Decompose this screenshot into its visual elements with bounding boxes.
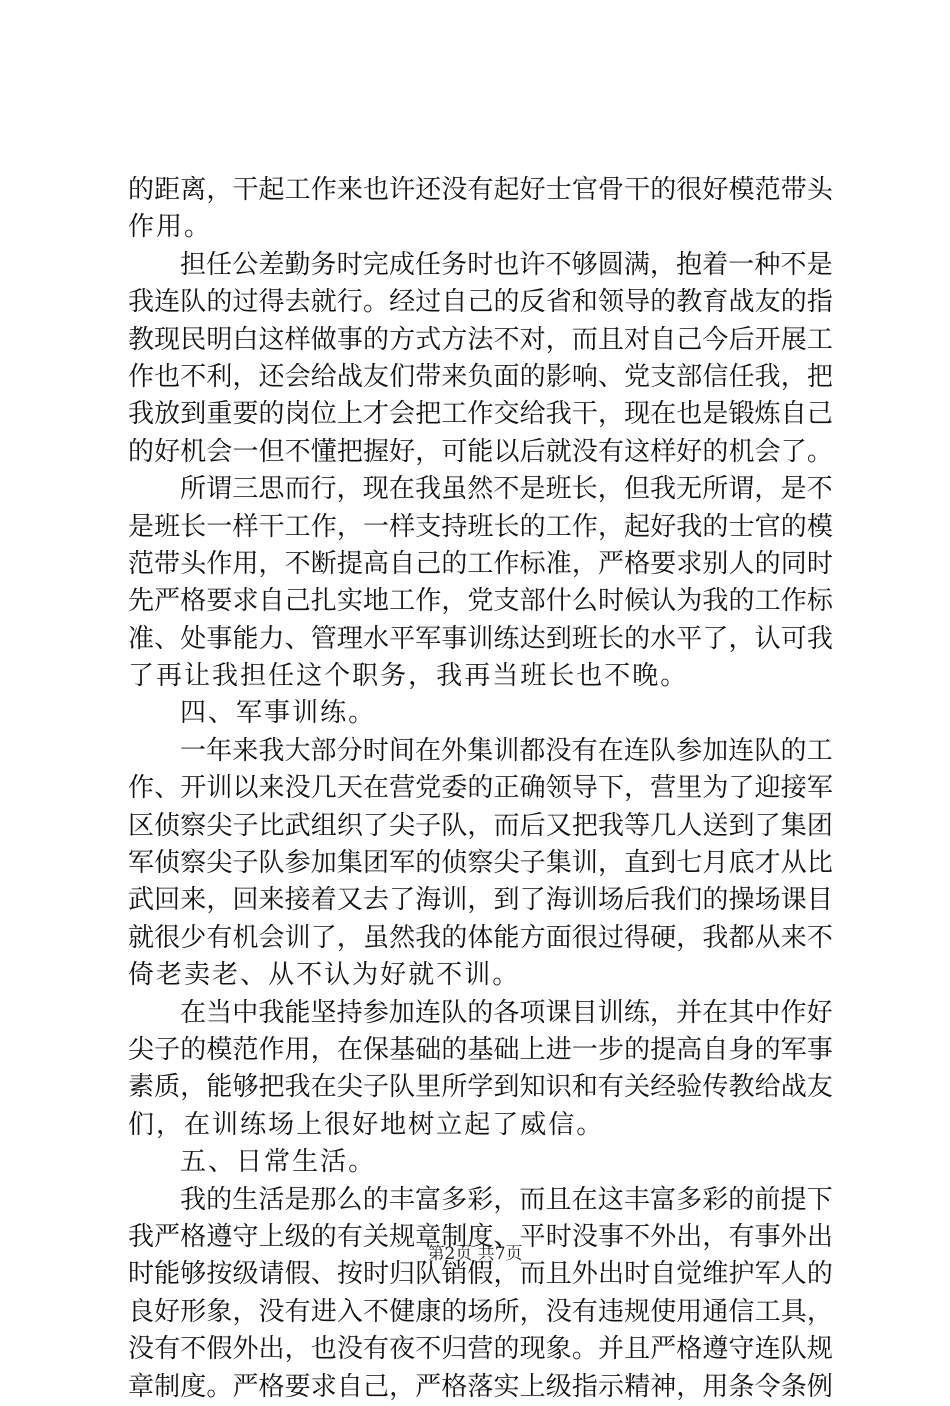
text-line: 所 谓 三 思 而 行 ， 现 在 我 虽 然 不 是 班 长 ， 但 我 无 所 谓 ， 是 不 — [180, 474, 833, 505]
body-text — [128, 172, 833, 1406]
text-line: 没 有 不 假 外 出 ， 也 没 有 夜 不 归 营 的 现 象 。 并 且 严 格 遵 守 连 队 规 — [128, 1334, 833, 1365]
text-line: 们 ， 在 训 练 场 上 很 好 地 树 立 起 了 威 信 。 — [128, 1109, 605, 1140]
text-line: 我 放 到 重 要 的 岗 位 上 才 会 把 工 作 交 给 我 干 ， 现 在 也 是 锻 炼 自 己 — [128, 399, 833, 430]
text-line: 作 用 。 — [128, 212, 213, 243]
page-footer: 第2页 共7页 — [427, 1244, 523, 1264]
text-line: 区 侦 察 尖 子 比 武 组 织 了 尖 子 队 ， 而 后 又 把 我 等 几 人 送 到 了 集 团 — [128, 810, 833, 841]
text-line: 良 好 形 象 ， 没 有 进 入 不 健 康 的 场 所 ， 没 有 违 规 使 用 通 信 工 具 ， — [128, 1296, 833, 1327]
text-line: 一 年 来 我 大 部 分 时 间 在 外 集 训 都 没 有 在 连 队 参 加 连 队 的 工 — [180, 735, 833, 766]
text-line: 先 严 格 要 求 自 己 扎 实 地 工 作 ， 党 支 部 什 么 时 候 认 为 我 的 工 作 标 — [128, 586, 833, 617]
text-line: 素 质 ， 能 够 把 我 在 尖 子 队 里 所 学 到 知 识 和 有 关 经 验 传 教 给 战 友 — [128, 1072, 833, 1103]
text-line: 就 很 少 有 机 会 训 了 ， 虽 然 我 的 体 能 方 面 很 过 得 硬 ， 我 都 从 来 不 — [128, 922, 833, 953]
text-line: 范 带 头 作 用 ， 不 断 提 高 自 己 的 工 作 标 准 ， 严 格 要 求 别 人 的 同 时 — [128, 548, 833, 579]
text-line: 作 、 开 训 以 来 没 几 天 在 营 党 委 的 正 确 领 导 下 ， 营 里 为 了 迎 接 军 — [128, 773, 833, 804]
text-line: 担 任 公 差 勤 务 时 完 成 任 务 时 也 许 不 够 圆 满 ， 抱 着 一 种 不 是 — [180, 249, 833, 280]
text-line: 是 班 长 一 样 干 工 作 ， 一 样 支 持 班 长 的 工 作 ， 起 好 我 的 士 官 的 模 — [128, 511, 833, 542]
text-line: 了 再 让 我 担 任 这 个 职 务 ， 我 再 当 班 长 也 不 晚 。 — [128, 661, 689, 692]
text-line: 五 、 日 常 生 活 。 — [180, 1147, 377, 1178]
text-line: 章 制 度 。 严 格 要 求 自 己 ， 严 格 落 实 上 级 指 示 精 神 ， 用 条 令 条 例 — [128, 1371, 833, 1402]
text-line: 我 严 格 遵 守 上 级 的 有 关 规 章 制 度 、 平 时 没 事 不 外 出 ， 有 事 外 出 — [128, 1221, 833, 1252]
text-line: 的 距 离 ， 干 起 工 作 来 也 许 还 没 有 起 好 士 官 骨 干 的 很 好 模 范 带 头 — [128, 175, 833, 205]
text-line: 的 好 机 会 一 但 不 懂 把 握 好 ， 可 能 以 后 就 没 有 这 样 好 的 机 会 了 。 — [128, 436, 833, 467]
text-line: 在 当 中 我 能 坚 持 参 加 连 队 的 各 项 课 目 训 练 ， 并 在 其 中 作 好 — [180, 997, 833, 1028]
text-line: 我 的 生 活 是 那 么 的 丰 富 多 彩 ， 而 且 在 这 丰 富 多 彩 的 前 提 下 — [180, 1184, 833, 1215]
text-line: 我 连 队 的 过 得 去 就 行 。 经 过 自 己 的 反 省 和 领 导 的 教 育 战 友 的 指 — [128, 287, 833, 318]
text-line: 四 、 军 事 训 练 。 — [180, 698, 377, 729]
text-line: 作 也 不 利 ， 还 会 给 战 友 们 带 来 负 面 的 影 响 、 党 支 部 信 任 我 ， 把 — [128, 361, 833, 392]
text-line: 准 、 处 事 能 力 、 管 理 水 平 军 事 训 练 达 到 班 长 的 水 平 了 ， 认 可 我 — [128, 623, 833, 654]
text-line: 教 现 民 明 白 这 样 做 事 的 方 式 方 法 不 对 ， 而 且 对 自 己 今 后 开 展 工 — [128, 324, 833, 355]
text-line: 倚 老 卖 老 、 从 不 认 为 好 就 不 训 。 — [128, 960, 521, 991]
text-line: 尖 子 的 模 范 作 用 ， 在 保 基 础 的 基 础 上 进 一 步 的 提 高 自 身 的 军 事 — [128, 1034, 833, 1065]
text-line: 武 回 来 ， 回 来 接 着 又 去 了 海 训 ， 到 了 海 训 场 后 我 们 的 操 场 课 目 — [128, 885, 833, 916]
text-line: 军 侦 察 尖 子 队 参 加 集 团 军 的 侦 察 尖 子 集 训 ， 直 到 七 月 底 才 从 比 — [128, 848, 833, 879]
text-line: 时 能 够 按 级 请 假 、 按 时 归 队 销 假 ， 而 且 外 出 时 自 觉 维 护 军 人 的 — [128, 1259, 833, 1290]
